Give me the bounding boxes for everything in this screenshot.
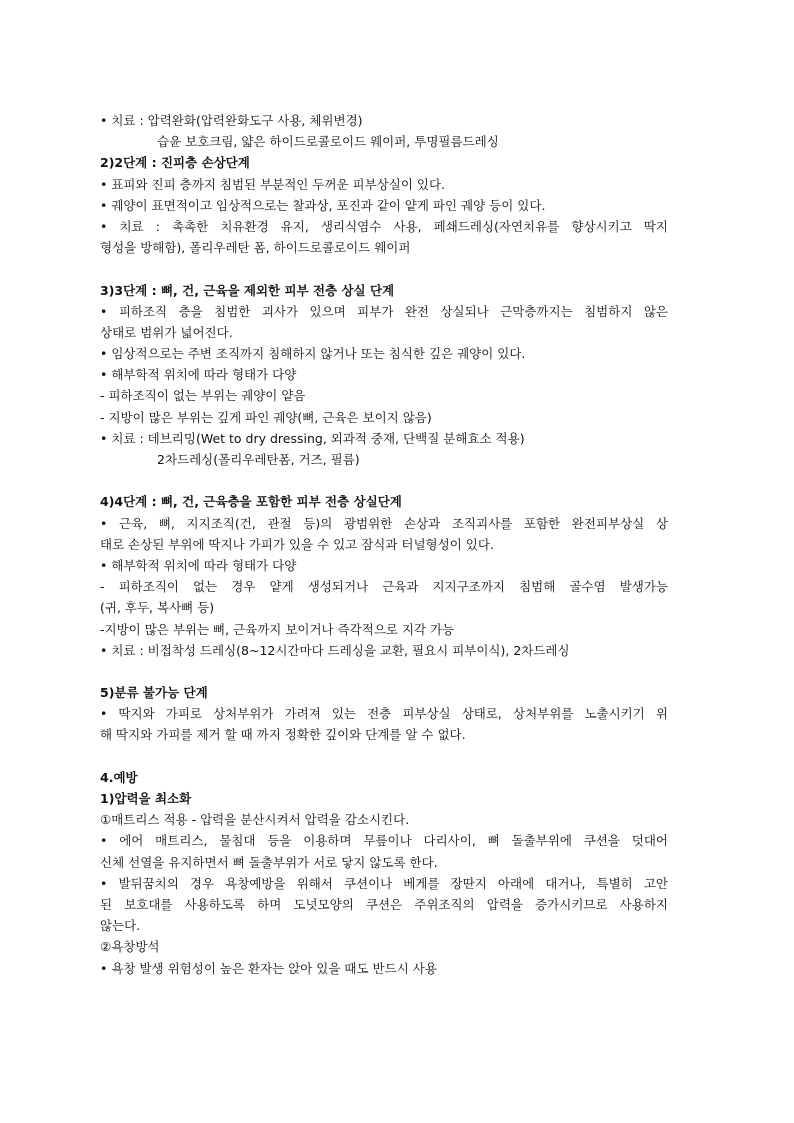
stage4-bullet: • 근육, 뼈, 지지조직(건, 관절 등)의 광범위한 손상과 조직괴사를 포함한 완전피부상실 상 xyxy=(100,515,668,531)
stage3-bullet: • 임상적으로는 주변 조직까지 침해하지 않거나 또는 침식한 깊은 궤양이 있다. xyxy=(100,346,526,362)
stage4-dash-item: -지방이 많은 부위는 뼈, 근육까지 보이거나 즉각적으로 지각 가능 xyxy=(100,621,455,637)
stage4-dash-item: - 피하조직이 없는 경우 얕게 생성되거나 근육과 지지구조까지 침범해 골수염 발생가능 xyxy=(100,579,668,595)
stage2-treatment-line: • 치료 : 촉촉한 치유환경 유지, 생리식염수 사용, 페쇄드레싱(자연치유를 향상시키고 딱지 xyxy=(100,218,668,234)
prevention-bullet-continuation: 않는다. xyxy=(100,918,141,934)
prevention-subheading: 1)압력을 최소화 xyxy=(100,791,192,806)
paragraph-gap xyxy=(100,470,668,491)
stage3-treatment-line: • 치료 : 데브리밍(Wet to dry dressing, 외과적 중재, 단백질 분해효소 적용) xyxy=(100,430,525,446)
stage3-dash-item: - 피하조직이 없는 부위는 궤양이 얕음 xyxy=(100,388,306,404)
prevention-numbered-item: ①매트리스 적용 - 압력을 분산시켜서 압력을 감소시킨다. xyxy=(100,812,410,828)
stage2-treatment-continuation: 형성을 방해함), 폴리우레탄 폼, 하이드로콜로이드 웨이퍼 xyxy=(100,240,411,256)
stage1-treatment-continuation: 습윤 보호크림, 얇은 하이드로콜로이드 웨이퍼, 투명필름드레싱 xyxy=(157,134,499,150)
stage4-bullet-continuation: 태로 손상된 부위에 딱지나 가피가 있을 수 있고 잠식과 터널형성이 있다. xyxy=(100,536,494,552)
stage5-bullet-continuation: 해 딱지와 가피를 제거 할 때 까지 정확한 깊이와 단계를 알 수 없다. xyxy=(100,727,466,743)
prevention-bullet-continuation: 된 보호대를 사용하도록 하며 도넛모양의 쿠션은 주위조직의 압력을 증가시키므로 사용하지 xyxy=(100,896,668,912)
prevention-bullet: • 욕창 발생 위험성이 높은 환자는 앉아 있을 때도 반드시 사용 xyxy=(100,960,437,976)
prevention-bullet-continuation: 신체 선열을 유지하면서 뼈 돌출부위가 서로 닿지 않도록 한다. xyxy=(100,854,438,870)
stage4-heading: 4)4단계 : 뼈, 건, 근육층을 포함한 피부 전층 상실단계 xyxy=(100,494,402,510)
stage5-bullet: • 딱지와 가피로 상처부위가 가려져 있는 전층 피부상실 상태로, 상처부위를 노출시키기 위 xyxy=(100,706,668,722)
stage1-treatment-line: • 치료 : 압력완화(압력완화도구 사용, 체위변경) xyxy=(100,113,363,128)
prevention-numbered-item: ②욕창방석 xyxy=(100,939,160,955)
stage3-treatment-continuation: 2차드레싱(폴리우레탄폼, 거즈, 필름) xyxy=(157,452,360,467)
stage3-heading: 3)3단계 : 뼈, 건, 근육을 제외한 피부 전층 상실 단계 xyxy=(100,282,395,298)
stage3-bullet: • 해부학적 위치에 따라 형태가 다양 xyxy=(100,367,297,383)
stage2-heading: 2)2단계 : 진피층 손상단계 xyxy=(100,155,250,171)
paragraph-gap xyxy=(100,661,668,682)
stage4-bullet: • 해부학적 위치에 따라 형태가 다양 xyxy=(100,557,297,573)
paragraph-gap xyxy=(100,258,668,279)
stage2-bullet: • 표피와 진피 층까지 침범된 부분적인 두꺼운 피부상실이 있다. xyxy=(100,176,446,192)
stage4-dash-item-continuation: (귀, 후두, 복사뼈 등) xyxy=(100,600,215,616)
prevention-bullet: • 발뒤꿈치의 경우 욕창예방을 위해서 쿠션이나 베게를 장딴지 아래에 대거나, 특별히 고안 xyxy=(100,875,668,891)
stage4-treatment-line: • 치료 : 비접착성 드레싱(8~12시간마다 드레싱을 교환, 필요시 피부이식), 2차드레싱 xyxy=(100,642,570,658)
stage3-dash-item: - 지방이 많은 부위는 깊게 파인 궤양(뼈, 근육은 보이지 않음) xyxy=(100,409,432,425)
paragraph-gap xyxy=(100,746,668,767)
stage2-bullet: • 궤양이 표면적이고 임상적으로는 찰과상, 포진과 같이 얕게 파인 궤양 등이 있다. xyxy=(100,197,546,213)
prevention-bullet: • 에어 매트리스, 물침대 등을 이용하며 무릎이나 다리사이, 뼈 돌출부위에 쿠션을 덧대어 xyxy=(100,833,668,849)
stage3-bullet-continuation: 상태로 범위가 넓어진다. xyxy=(100,324,233,340)
stage3-bullet: • 피하조직 층을 침범한 괴사가 있으며 피부가 완전 상실되나 근막층까지는 침범하지 않은 xyxy=(100,303,668,319)
stage5-heading: 5)분류 불가능 단계 xyxy=(100,685,208,701)
prevention-heading: 4.예방 xyxy=(100,769,138,785)
